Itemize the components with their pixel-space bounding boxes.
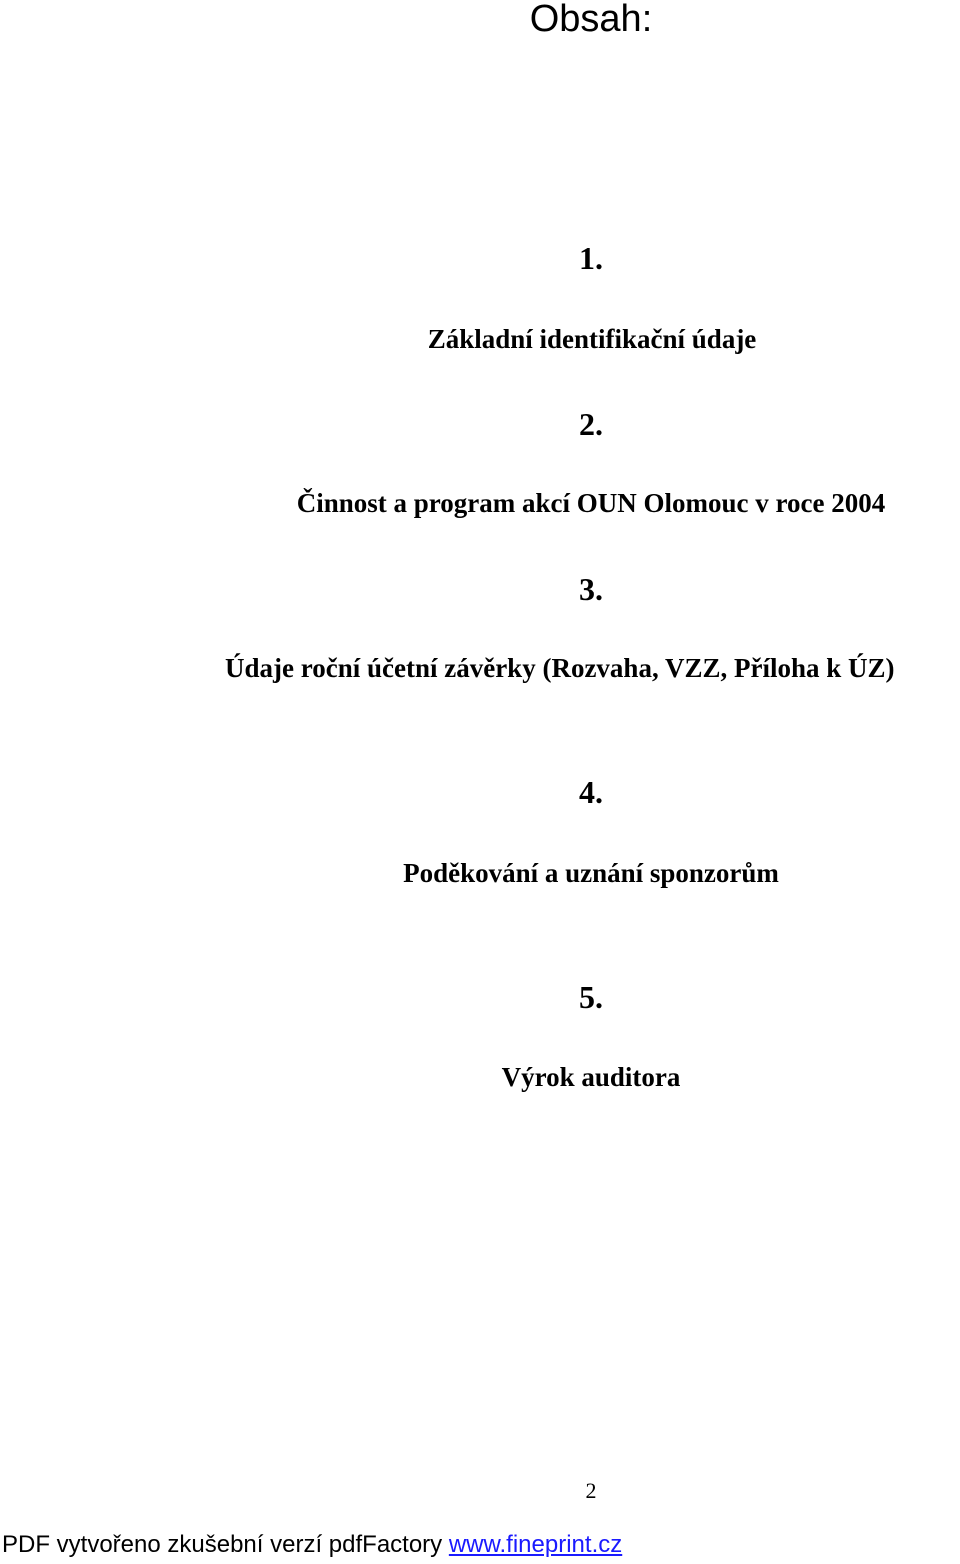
- toc-item-4-title: Poděkování a uznání sponzorům: [403, 858, 779, 888]
- footer-link[interactable]: www.fineprint.cz: [448, 1531, 623, 1558]
- toc-item-5-number: 5.: [579, 979, 603, 1015]
- toc-item-5-title: Výrok auditora: [501, 1062, 681, 1092]
- page-number: 2: [585, 1478, 597, 1503]
- toc-item-3-title: Údaje roční účetní závěrky (Rozvaha, VZZ, Příloha k ÚZ): [225, 653, 895, 683]
- toc-item-4-number: 4.: [579, 774, 603, 810]
- toc-heading: Obsah:: [529, 0, 653, 40]
- toc-item-2-title: Činnost a program akcí OUN Olomouc v roce 2004: [296, 488, 886, 518]
- toc-item-3-number: 3.: [579, 571, 603, 607]
- footer-text: PDF vytvořeno zkušební verzí pdfFactory: [2, 1531, 449, 1558]
- toc-item-2-number: 2.: [579, 406, 603, 442]
- toc-item-1-number: 1.: [579, 240, 603, 276]
- pdf-footer: [2, 1533, 622, 1557]
- toc-item-1-title: Základní identifikační údaje: [427, 324, 757, 354]
